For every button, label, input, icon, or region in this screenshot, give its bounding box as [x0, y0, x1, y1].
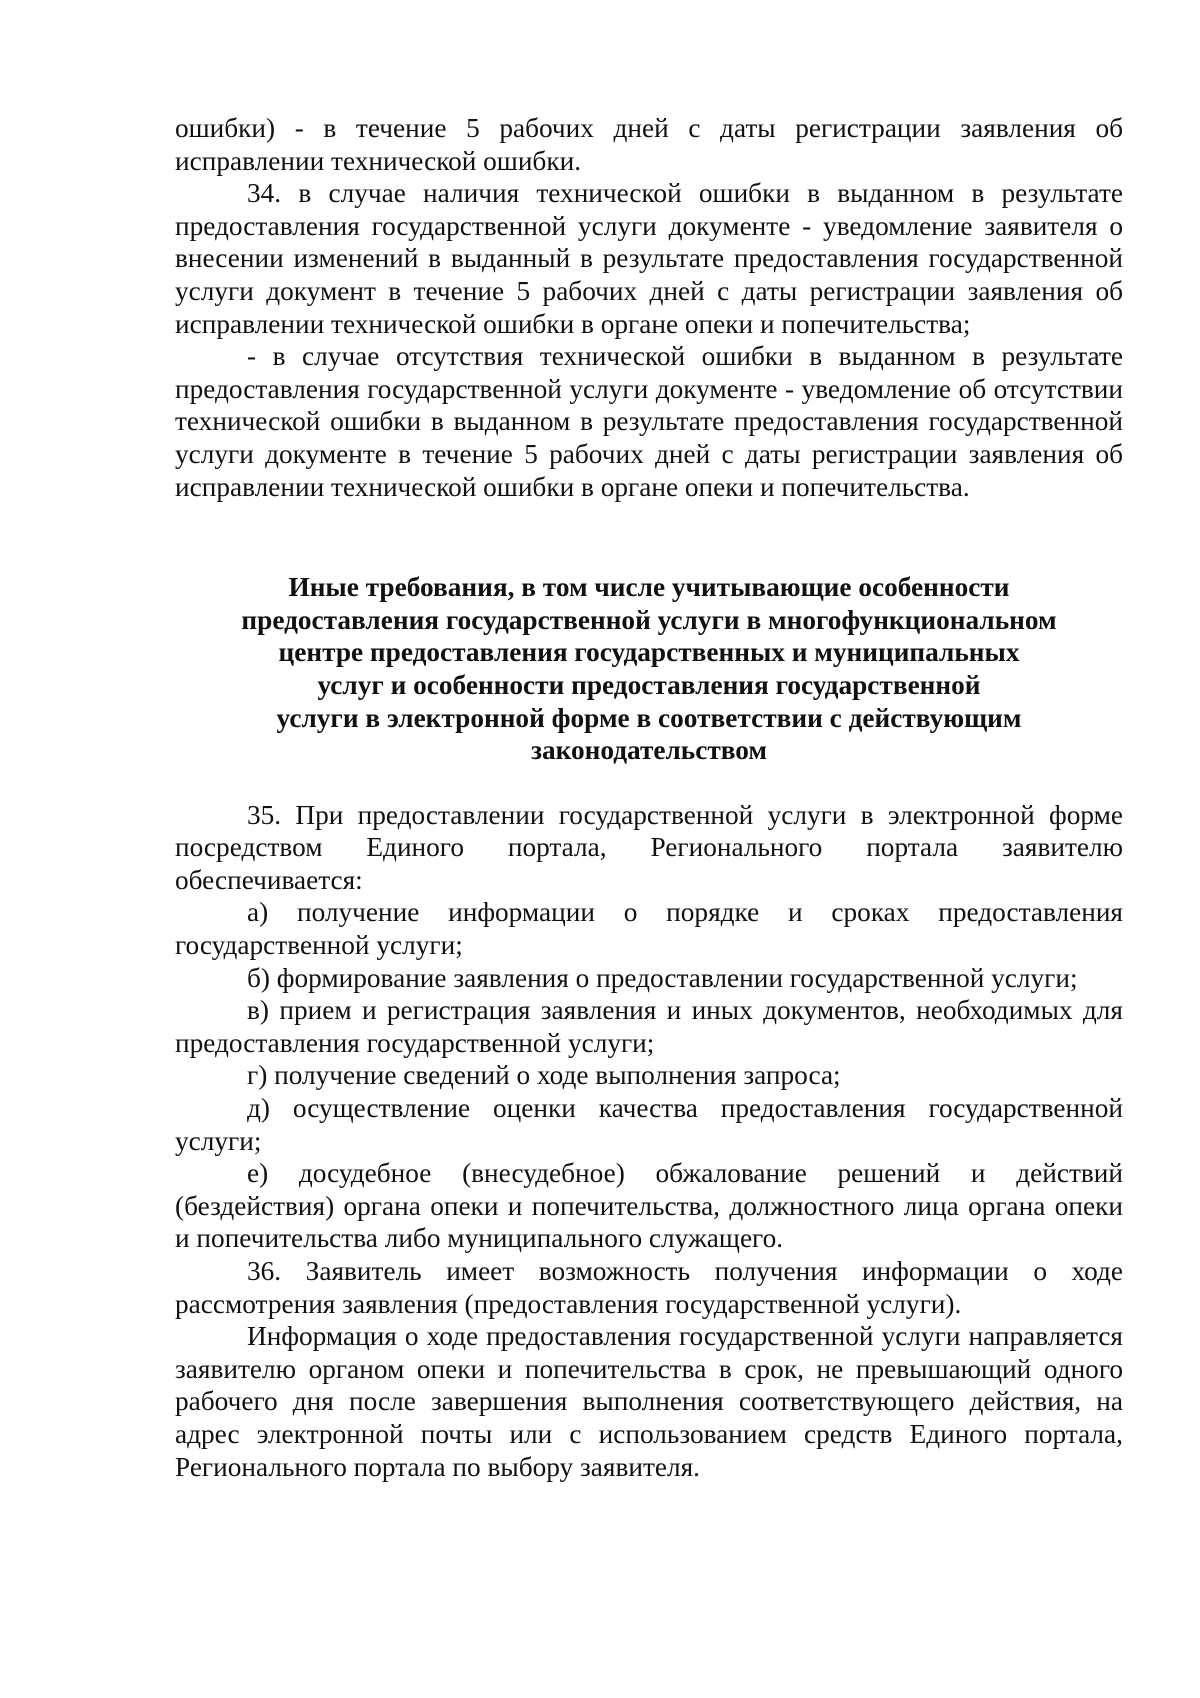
heading-line: Иные требования, в том числе учитывающие особенности — [288, 572, 1010, 603]
heading-line: предоставления государственной услуги в многофункциональном — [241, 604, 1057, 635]
paragraph-34-absence: - в случае отсутствия технической ошибки в выданном в результате предоставления государственной услуги документе - уведомление об отсутствии технической ошибки в выданном в результате предоставления государственной услуги документе в течение 5 рабочих дней с даты регистрации заявления об исправлении технической ошибки в органе опеки и попечительства. — [175, 341, 1123, 502]
heading-line: услуг и особенности предоставления государственной — [317, 669, 981, 700]
paragraph-35-a: а) получение информации о порядке и сроках предоставления государственной услуги; — [175, 897, 1123, 961]
paragraph-35-b: б) формирование заявления о предоставлении государственной услуги; — [247, 962, 1078, 993]
paragraph-36-info: Информация о ходе предоставления государственной услуги направляется заявителю органом опеки и попечительства в срок, не превышающий одного рабочего дня после завершения выполнения соответствующего действия, на адрес электронной почты или с использованием средств Единого портала, Регионального портала по выбору заявителя. — [175, 1321, 1123, 1482]
paragraph-36: 36. Заявитель имеет возможность получения информации о ходе рассмотрения заявления (предоставления государственной услуги). — [175, 1256, 1123, 1319]
heading-line: центре предоставления государственных и муниципальных — [278, 637, 1020, 668]
paragraph-35-v: в) прием и регистрация заявления и иных документов, необходимых для предоставления государственной услуги; — [175, 995, 1123, 1058]
paragraph-35-g: г) получение сведений о ходе выполнения запроса; — [247, 1060, 841, 1091]
heading-line: законодательством — [530, 735, 768, 766]
paragraph-continuation: ошибки) - в течение 5 рабочих дней с даты регистрации заявления об исправлении технической ошибки. — [175, 113, 1123, 176]
document-page — [175, 112, 1123, 1483]
paragraph-35-e: е) досудебное (внесудебное) обжалование решений и действий (бездействия) органа опеки и попечительства, должностного лица органа опеки и попечительства либо муниципального служащего. — [175, 1158, 1123, 1254]
section-heading — [175, 571, 1123, 767]
paragraph-35: 35. При предоставлении государственной услуги в электронной форме посредством Единого портала, Регионального портала заявителю обеспечивается: — [175, 799, 1123, 895]
paragraph-35-d: д) осуществление оценки качества предоставления государственной услуги; — [175, 1093, 1123, 1156]
heading-line: услуги в электронной форме в соответствии с действующим — [276, 702, 1022, 733]
paragraph-34: 34. в случае наличия технической ошибки в выданном в результате предоставления государственной услуги документе - уведомление заявителя о внесении изменений в выданный в результате предоставления государственной услуги документ в течение 5 рабочих дней с даты регистрации заявления об исправлении технической ошибки в органе опеки и попечительства; — [175, 178, 1123, 339]
